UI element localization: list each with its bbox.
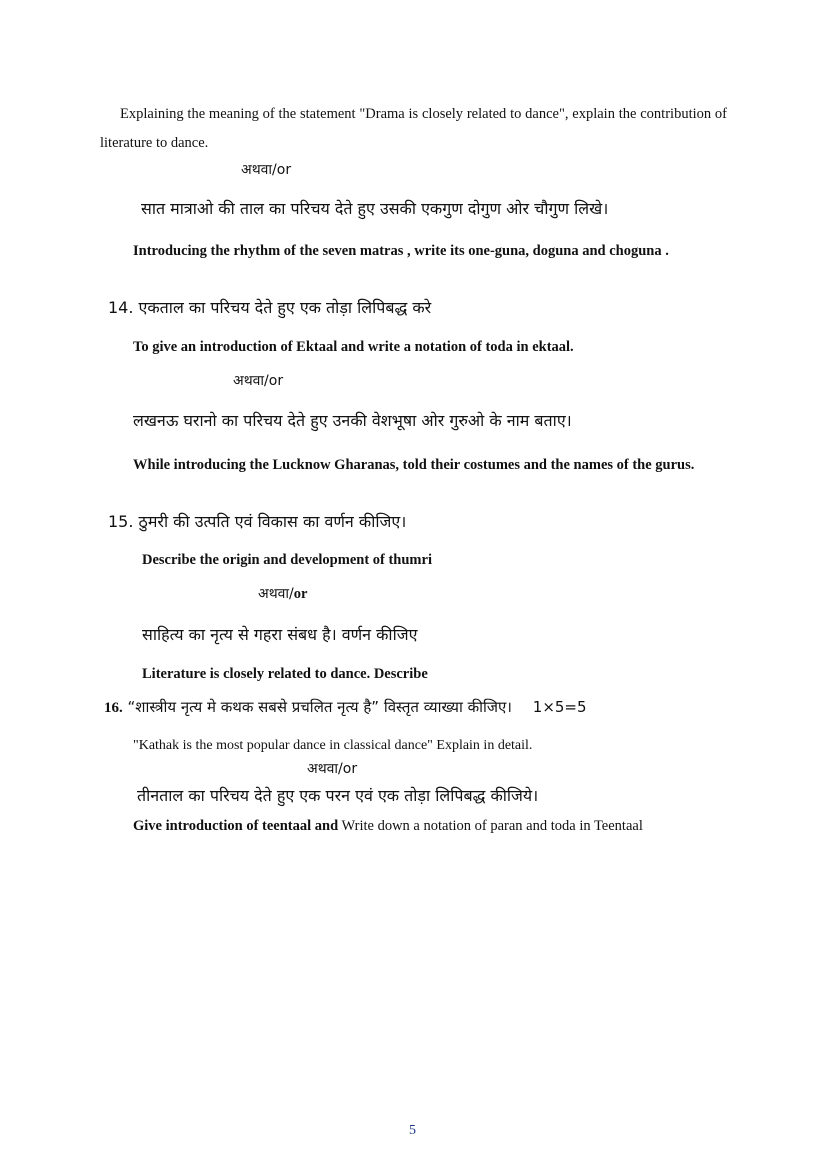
q15-english-alt: Literature is closely related to dance. Describe xyxy=(142,666,428,682)
q15-or-label xyxy=(258,585,307,603)
q16-hindi-alt: तीनताल का परिचय देते हुए एक परन एवं एक तोड़ा लिपिबद्ध कीजिये। xyxy=(137,786,539,805)
english-alt-bold: Give introduction of teentaal and xyxy=(133,818,339,834)
q13-hindi-alt: सात मात्राओ की ताल का परिचय देते हुए उसकी एकगुण दोगुण ओर चौगुण लिखे। xyxy=(141,199,609,218)
q15-hindi-alt: साहित्य का नृत्य से गहरा संबध है। वर्णन कीजिए xyxy=(142,625,418,644)
question-text: एकताल का परिचय देते हुए एक तोड़ा लिपिबद्ध करे xyxy=(138,298,432,317)
q14-or-label: अथवा/or xyxy=(233,373,284,389)
english-alt-rest: Write down a notation of paran and toda in Teentaal xyxy=(341,818,643,834)
q16-or-label: अथवा/or xyxy=(307,761,358,777)
marks: 1×5=5 xyxy=(532,698,587,716)
q14-hindi-alt: लखनऊ घरानो का परिचय देते हुए उनकी वेशभूषा ओर गुरुओ के नाम बताए। xyxy=(133,411,572,430)
q14-english-question: To give an introduction of Ektaal and write a notation of toda in ektaal. xyxy=(133,339,574,355)
q16-english-alt xyxy=(133,817,643,835)
question-number: 15. xyxy=(108,512,134,531)
question-number: 14. xyxy=(108,298,134,317)
q15-english-question: Describe the origin and development of thumri xyxy=(142,552,432,568)
q13-or-label: अथवा/or xyxy=(241,162,292,178)
question-number: 16. xyxy=(104,700,123,716)
q13-english-question: Explaining the meaning of the statement "Drama is closely related to dance", explain the contribution of literature to dance. xyxy=(100,106,727,151)
q14-hindi-question xyxy=(108,299,431,317)
q16-english-question: "Kathak is the most popular dance in classical dance" Explain in detail. xyxy=(133,738,533,753)
or-english: or xyxy=(293,586,308,602)
q16-hindi-question xyxy=(104,698,587,717)
or-hindi: अथवा/ xyxy=(258,586,294,602)
page-number: 5 xyxy=(409,1123,416,1138)
q15-hindi-question xyxy=(108,513,406,531)
question-text: “शास्त्रीय नृत्य मे कथक सबसे प्रचलित नृत्य है” विस्तृत व्याख्या कीजिए। xyxy=(127,698,512,716)
question-text: ठुमरी की उत्पति एवं विकास का वर्णन कीजिए। xyxy=(138,512,407,531)
q13-english-alt: Introducing the rhythm of the seven matras , write its one-guna, doguna and choguna . xyxy=(133,243,669,259)
q14-english-alt: While introducing the Lucknow Gharanas, told their costumes and the names of the gurus. xyxy=(133,457,695,473)
